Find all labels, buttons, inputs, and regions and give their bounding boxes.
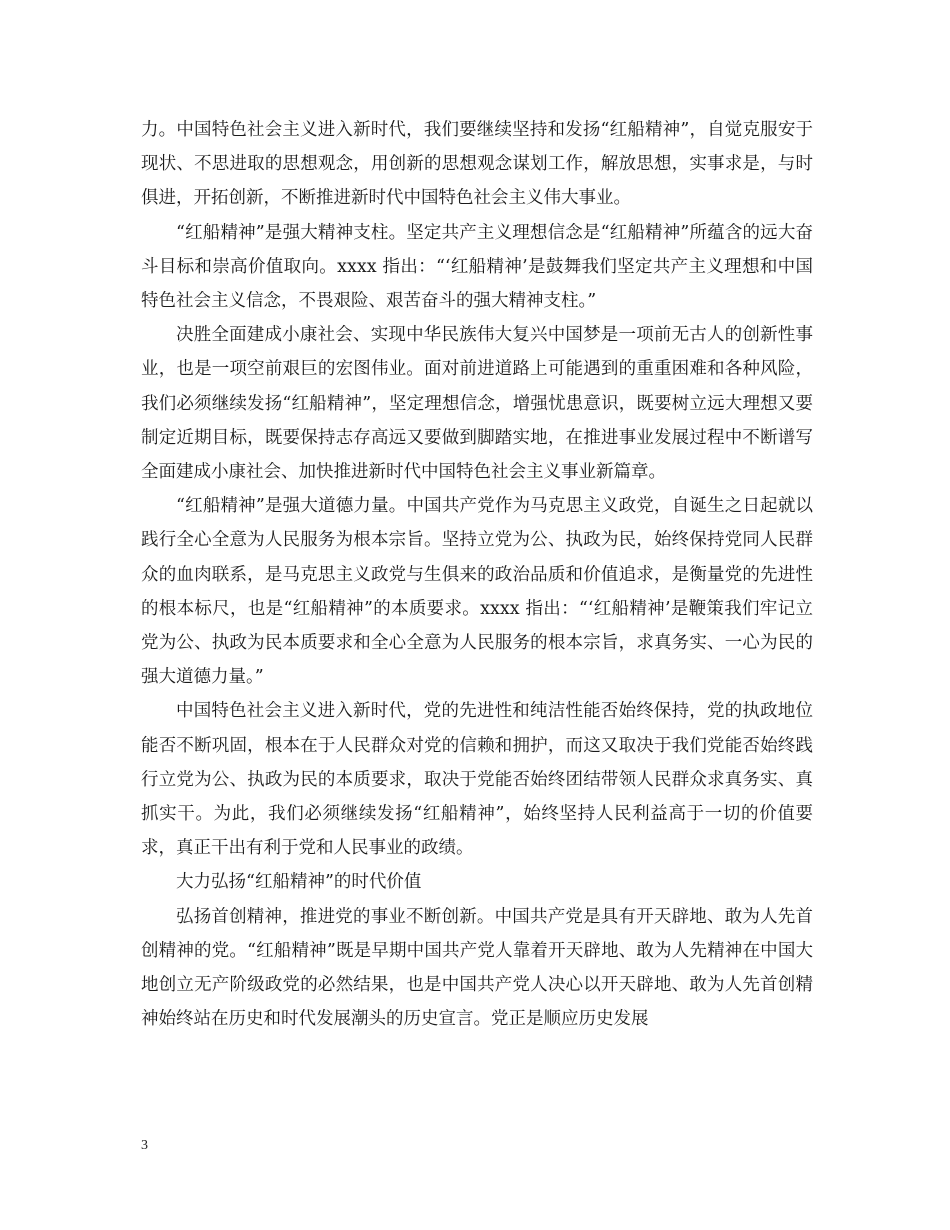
paragraph: “红船精神”是强大精神支柱。坚定共产主义理想信念是“红船精神”所蕴含的远大奋斗目标和崇高价值取向。xxxx 指出：“‘红船精神’是鼓舞我们坚定共产主义理想和中国特色社会主义信念，不畏艰险、艰苦奋斗的强大精神支柱。”	[141, 222, 813, 312]
section-heading: 大力弘扬“红船精神”的时代价值	[176, 872, 422, 893]
paragraph-continuation: 力。中国特色社会主义进入新时代，我们要继续坚持和发扬“红船精神”，自觉克服安于现状、不思进取的思想观念，用创新的思想观念谋划工作，解放思想，实事求是，与时俱进，开拓创新，不断推进新时代中国特色社会主义伟大事业。	[141, 120, 813, 209]
body-text	[141, 113, 813, 1036]
page-number: 3	[141, 1138, 148, 1153]
paragraph: “红船精神”是强大道德力量。中国共产党作为马克思主义政党，自诞生之日起就以践行全心全意为人民服务为根本宗旨。坚持立党为公、执政为民，始终保持党同人民群众的血肉联系，是马克思主义政党与生俱来的政治品质和价值追求，是衡量党的先进性的根本标尺，也是“红船精神”的本质要求。xxxx 指出：“‘红船精神’是鞭策我们牢记立党为公、执政为民本质要求和全心全意为人民服务的根本宗旨，求真务实、一心为民的强大道德力量。”	[141, 496, 813, 688]
paragraph: 决胜全面建成小康社会、实现中华民族伟大复兴中国梦是一项前无古人的创新性事业，也是一项空前艰巨的宏图伟业。面对前进道路上可能遇到的重重困难和各种风险，我们必须继续发扬“红船精神”，坚定理想信念，增强忧患意识，既要树立远大理想又要制定近期目标，既要保持志存高远又要做到脚踏实地，在推进事业发展过程中不断谱写全面建成小康社会、加快推进新时代中国特色社会主义事业新篇章。	[141, 325, 813, 483]
paragraph: 中国特色社会主义进入新时代，党的先进性和纯洁性能否始终保持，党的执政地位能否不断巩固，根本在于人民群众对党的信赖和拥护，而这又取决于我们党能否始终践行立党为公、执政为民的本质要求，取决于党能否始终团结带领人民群众求真务实、真抓实干。为此，我们必须继续发扬“红船精神”，始终坚持人民利益高于一切的价值要求，真正干出有利于党和人民事业的政绩。	[141, 701, 813, 859]
paragraph: 弘扬首创精神，推进党的事业不断创新。中国共产党是具有开天辟地、敢为人先首创精神的党。“红船精神”既是早期中国共产党人靠着开天辟地、敢为人先精神在中国大地创立无产阶级政党的必然结果，也是中国共产党人决心以开天辟地、敢为人先首创精神始终站在历史和时代发展潮头的历史宣言。党正是顺应历史发展	[141, 906, 813, 1030]
